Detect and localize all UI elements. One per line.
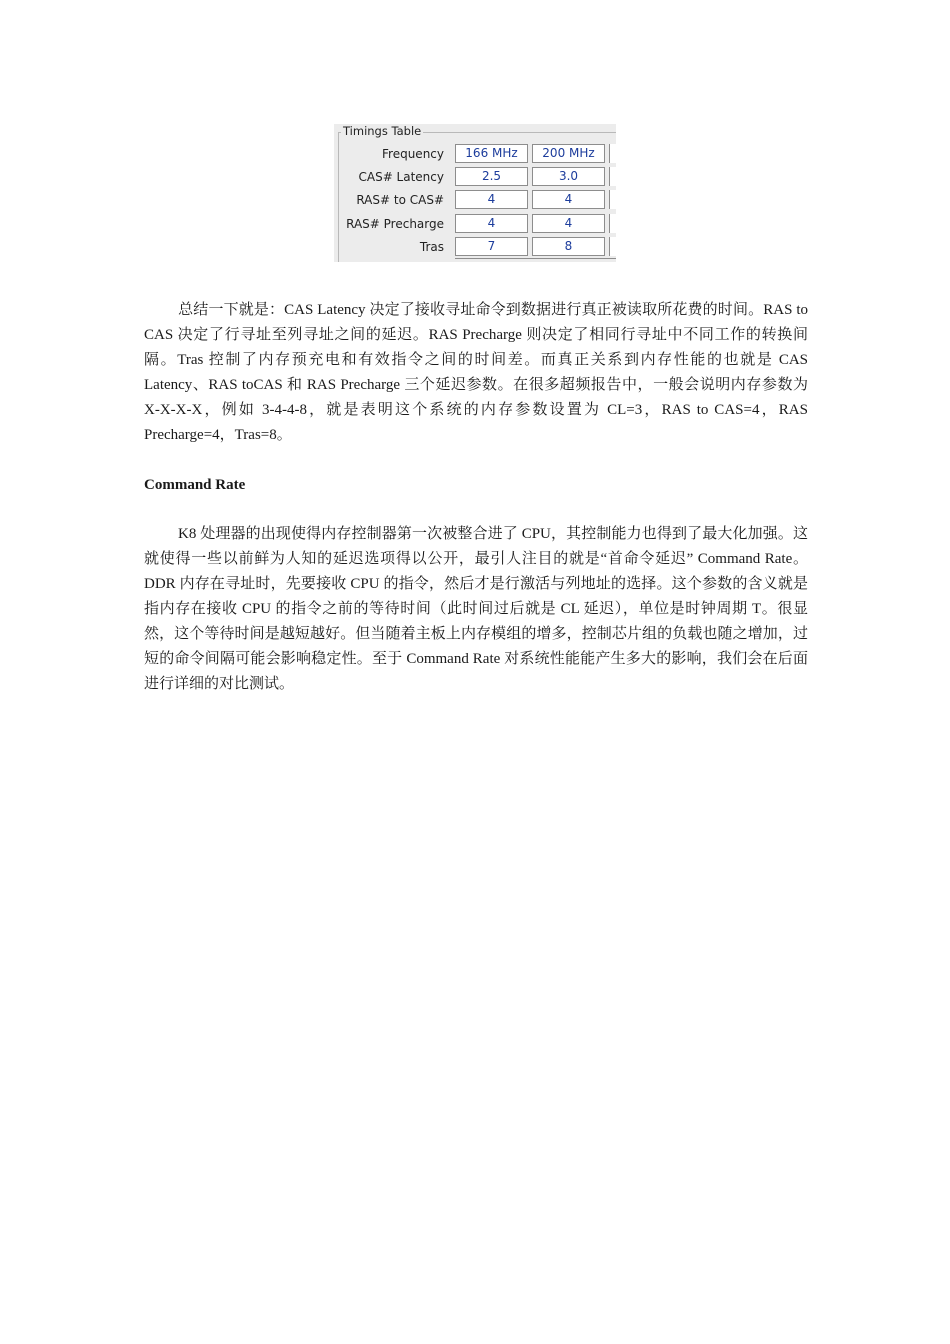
summary-paragraph (144, 298, 808, 448)
command-rate-paragraph-text: K8 处理器的出现使得内存控制器第一次被整合进了 CPU，其控制能力也得到了最大化加强。这就使得一些以前鲜为人知的延迟选项得以公开，最引人注目的就是“首命令延迟” Command Rate。DDR 内存在寻址时，先要接收 CPU 的指令，然后才是行激活与列地址的选择。这个参数的含义就是指内存在接收 CPU 的指令之前的等待时间（此时间过后就是 CL 延迟），单位是时钟周期 T。很显然，这个等待时间是越短越好。但当随着主板上内存模组的增多，控制芯片组的负载也随之增加，过短的命令间隔可能会影响稳定性。至于 Command Rate 对系统性能能产生多大的影响，我们会在后面进行详细的对比测试。 (144, 526, 808, 692)
timings-row-cas-latency (334, 167, 616, 187)
value-cell: 4 (532, 214, 605, 233)
timings-row-ras-precharge (334, 214, 616, 234)
value-cell-partial (609, 167, 616, 186)
value-cell: 3.0 (532, 167, 605, 186)
command-rate-paragraph (144, 522, 808, 697)
summary-paragraph-text: 总结一下就是：CAS Latency 决定了接收寻址命令到数据进行真正被读取所花费的时间。RAS to CAS 决定了行寻址至列寻址之间的延迟。RAS Precharge 则决定了相同行寻址中不同工作的转换间隔。Tras 控制了内存预充电和有效指令之间的时间差。而真正关系到内存性能的也就是 CAS Latency、RAS toCAS 和 RAS Precharge 三个延迟参数。在很多超频报告中，一般会说明内存参数为 X-X-X-X，例如 3-4-4-8，就是表明这个系统的内存参数设置为 CL=3，RAS to CAS=4，RAS Precharge=4，Tras=8。 (144, 302, 808, 443)
row-label: Frequency (382, 147, 444, 161)
timings-row-frequency (334, 144, 616, 164)
timings-table-title: Timings Table (343, 124, 422, 138)
value-cell-partial (609, 237, 616, 256)
value-cell: 8 (532, 237, 605, 256)
value-cell-partial (609, 214, 616, 233)
timings-row-tras (334, 237, 616, 257)
value-cell: 7 (455, 237, 528, 256)
row-label: Tras (419, 240, 444, 254)
value-cell: 4 (455, 190, 528, 209)
value-cell-partial (609, 190, 616, 209)
value-cell: 200 MHz (532, 144, 605, 163)
value-cell: 4 (532, 190, 605, 209)
value-cell: 166 MHz (455, 144, 528, 163)
row-label: CAS# Latency (358, 170, 444, 184)
timings-table-image (334, 124, 616, 262)
row-label: RAS# Precharge (346, 217, 444, 231)
next-row-edge (455, 258, 616, 262)
timings-row-ras-to-cas (334, 190, 616, 210)
value-cell-partial (609, 144, 616, 163)
section-heading: Command Rate (144, 477, 246, 493)
row-label: RAS# to CAS# (356, 193, 444, 207)
value-cell: 2.5 (455, 167, 528, 186)
value-cell: 4 (455, 214, 528, 233)
